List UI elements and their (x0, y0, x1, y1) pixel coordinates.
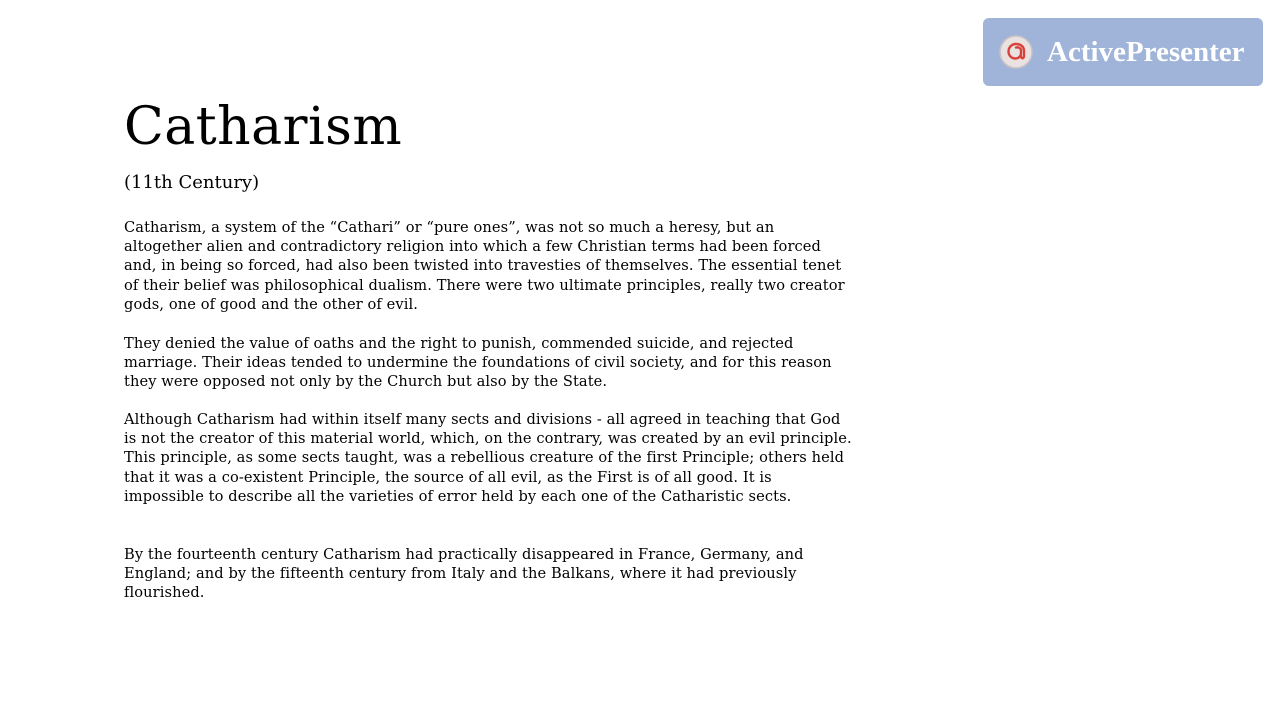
paragraph: Although Catharism had within itself many sects and divisions - all agreed in teaching that God is not the creator of this material world, which, on the contrary, was created by an evil principle. This principle, as some sects taught, was a rebellious creature of the first Principle; others held that it was a co-existent Principle, the source of all evil, as the First is of all good. It is impossible to describe all the varieties of error held by each one of the Catharistic sects. (124, 411, 852, 505)
watermark-label: ActivePresenter (1047, 36, 1245, 68)
activepresenter-watermark (983, 18, 1263, 86)
slide-title: Catharism (124, 97, 403, 157)
slide-subtitle: (11th Century) (124, 172, 260, 193)
paragraph: Catharism, a system of the “Cathari” or “pure ones”, was not so much a heresy, but an altogether alien and contradictory religion into which a few Christian terms had been forced and, in being so forced, had also been twisted into travesties of themselves. The essential tenet of their belief was philosophical dualism. There were two ultimate principles, really two creator gods, one of good and the other of evil. (124, 219, 845, 313)
paragraph: By the fourteenth century Catharism had practically disappeared in France, Germany, and England; and by the fifteenth century from Italy and the Balkans, where it had previously flourished. (124, 546, 804, 602)
activepresenter-logo-icon (999, 35, 1033, 69)
paragraph: They denied the value of oaths and the right to punish, commended suicide, and rejected marriage. Their ideas tended to undermine the foundations of civil society, and for this reason they were opposed not only by the Church but also by the State. (124, 335, 832, 391)
